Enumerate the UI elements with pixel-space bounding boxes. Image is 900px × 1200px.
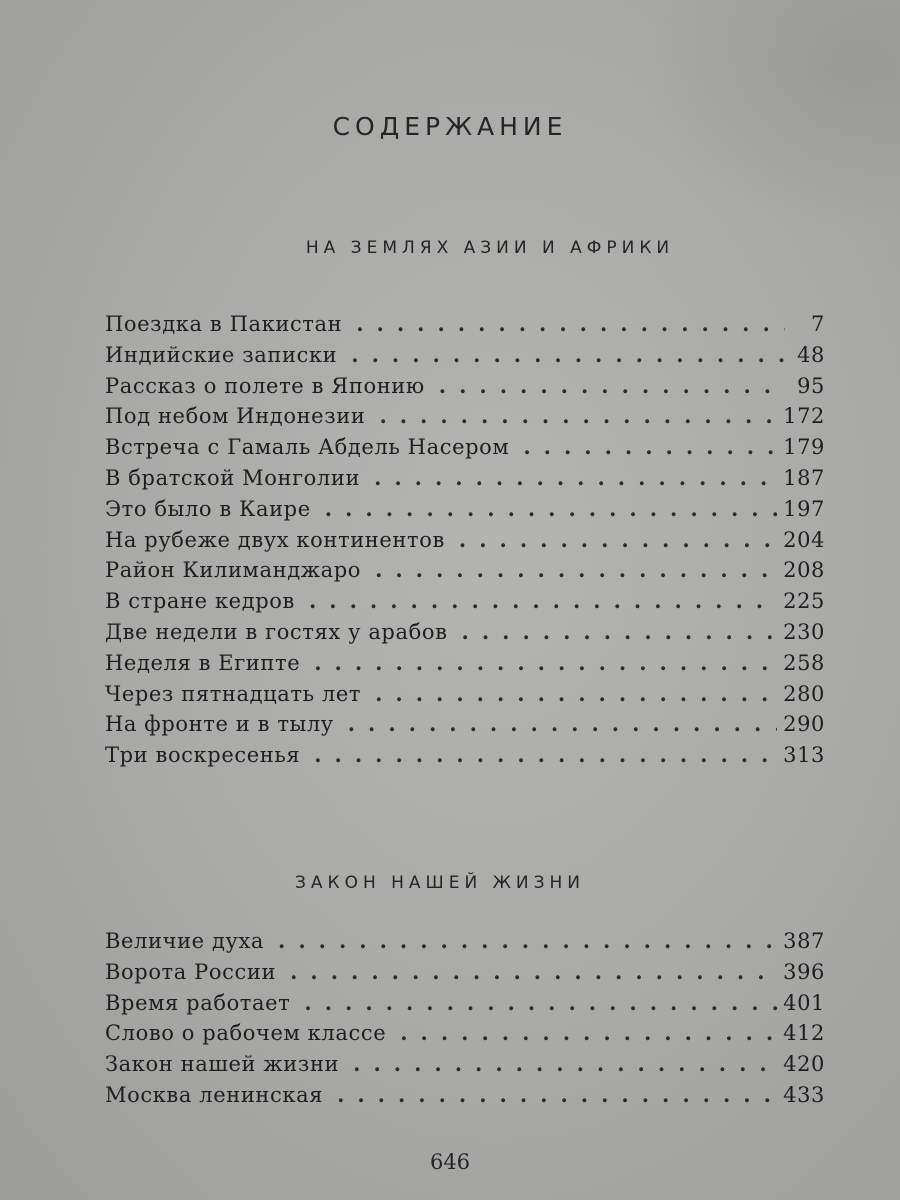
- toc-entry-page: 396: [783, 959, 825, 984]
- dot-leader: [523, 434, 777, 459]
- toc-entry-page: 225: [783, 589, 825, 614]
- toc-entry: [105, 928, 825, 959]
- dot-leader: [375, 557, 777, 582]
- toc-entry-title: Ворота России: [105, 959, 277, 984]
- toc-entry-page: 95: [797, 373, 825, 398]
- toc-entry-page: 412: [783, 1021, 825, 1046]
- dot-leader: [337, 1082, 777, 1107]
- toc-entry-page: 172: [783, 404, 825, 429]
- toc-entry-page: 204: [783, 527, 825, 552]
- toc-entry-page: 290: [783, 712, 825, 737]
- toc-entry-title: Величие духа: [105, 929, 265, 953]
- toc-entry-page: 401: [783, 990, 825, 1015]
- toc-entry: [105, 619, 825, 650]
- dot-leader: [348, 711, 777, 736]
- toc-entry-title: Неделя в Египте: [105, 650, 301, 675]
- toc-entry: [105, 557, 825, 588]
- toc-entry: [105, 373, 825, 404]
- toc-entry-page: 420: [783, 1052, 825, 1077]
- dot-leader: [314, 742, 777, 767]
- dot-leader: [379, 403, 777, 428]
- toc-entry: [105, 681, 825, 712]
- toc-list-asia-africa: [105, 311, 825, 773]
- dot-leader: [314, 650, 777, 675]
- page-number: 646: [429, 1150, 471, 1174]
- dot-leader: [278, 928, 777, 953]
- dot-leader: [374, 465, 777, 490]
- dot-leader: [325, 496, 777, 521]
- toc-entry-page: 387: [783, 929, 825, 953]
- toc-entry-title: Москва ленинская: [105, 1082, 324, 1107]
- toc-entry-title: Три воскресенья: [105, 743, 301, 768]
- toc-entry-title: Район Килиманджаро: [105, 558, 362, 583]
- toc-entry-title: Две недели в гостях у арабов: [105, 619, 448, 644]
- toc-entry-title: На фронте и в тылу: [105, 712, 334, 737]
- toc-entry-page: 48: [797, 342, 825, 367]
- section-title-asia-africa: НА ЗЕМЛЯХ АЗИИ И АФРИКИ: [305, 238, 675, 258]
- toc-entry-page: 208: [783, 558, 825, 583]
- toc-entry-page: 7: [811, 312, 825, 336]
- dot-leader: [375, 681, 777, 706]
- section-title-law-of-life: ЗАКОН НАШЕЙ ЖИЗНИ: [294, 873, 586, 893]
- toc-entry-title: Время работает: [105, 990, 291, 1015]
- dot-leader: [290, 959, 777, 984]
- toc-entry: [105, 959, 825, 990]
- toc-entry: [105, 711, 825, 742]
- toc-entry: [105, 342, 825, 373]
- toc-entry-title: Это было в Каире: [105, 496, 311, 521]
- toc-entry-page: 433: [783, 1082, 825, 1107]
- toc-entry: [105, 742, 825, 773]
- toc-entry-title: В братской Монголии: [105, 465, 361, 490]
- toc-entry-page: 258: [783, 650, 825, 675]
- dot-leader: [439, 373, 785, 398]
- toc-entry: [105, 990, 825, 1021]
- toc-entry-page: 230: [783, 619, 825, 644]
- dot-leader: [400, 1020, 777, 1045]
- page-title: СОДЕРЖАНИЕ: [332, 112, 568, 141]
- toc-entry: [105, 434, 825, 465]
- toc-entry: [105, 403, 825, 434]
- toc-entry: [105, 527, 825, 558]
- dot-leader: [351, 342, 785, 367]
- toc-entry-title: Через пятнадцать лет: [105, 681, 362, 706]
- toc-entry-title: Поездка в Пакистан: [105, 312, 343, 336]
- toc-entry: [105, 1051, 825, 1082]
- toc-entry-page: 187: [783, 465, 825, 490]
- toc-entry-title: Рассказ о полете в Японию: [105, 373, 425, 398]
- toc-entry-title: Под небом Индонезии: [105, 404, 366, 429]
- dot-leader: [309, 588, 777, 613]
- toc-entry-page: 313: [783, 743, 825, 768]
- dot-leader: [459, 527, 777, 552]
- toc-entry-page: 197: [783, 496, 825, 521]
- toc-entry-title: Встреча с Гамаль Абдель Насером: [105, 435, 510, 460]
- toc-entry: [105, 1020, 825, 1051]
- toc-entry-page: 179: [783, 435, 825, 460]
- dot-leader: [353, 1051, 777, 1076]
- toc-entry-title: На рубеже двух континентов: [105, 527, 445, 552]
- toc-entry: [105, 496, 825, 527]
- toc-entry-title: Закон нашей жизни: [105, 1052, 340, 1077]
- toc-entry: [105, 311, 825, 342]
- toc-list-law-of-life: [105, 928, 825, 1113]
- dot-leader: [462, 619, 778, 644]
- toc-entry-page: 280: [783, 681, 825, 706]
- dot-leader: [304, 990, 777, 1015]
- toc-entry: [105, 588, 825, 619]
- dot-leader: [356, 311, 785, 336]
- toc-entry: [105, 1082, 825, 1113]
- toc-entry: [105, 465, 825, 496]
- toc-entry: [105, 650, 825, 681]
- toc-entry-title: Слово о рабочем классе: [105, 1021, 387, 1046]
- toc-entry-title: В стране кедров: [105, 589, 295, 614]
- toc-entry-title: Индийские записки: [105, 342, 338, 367]
